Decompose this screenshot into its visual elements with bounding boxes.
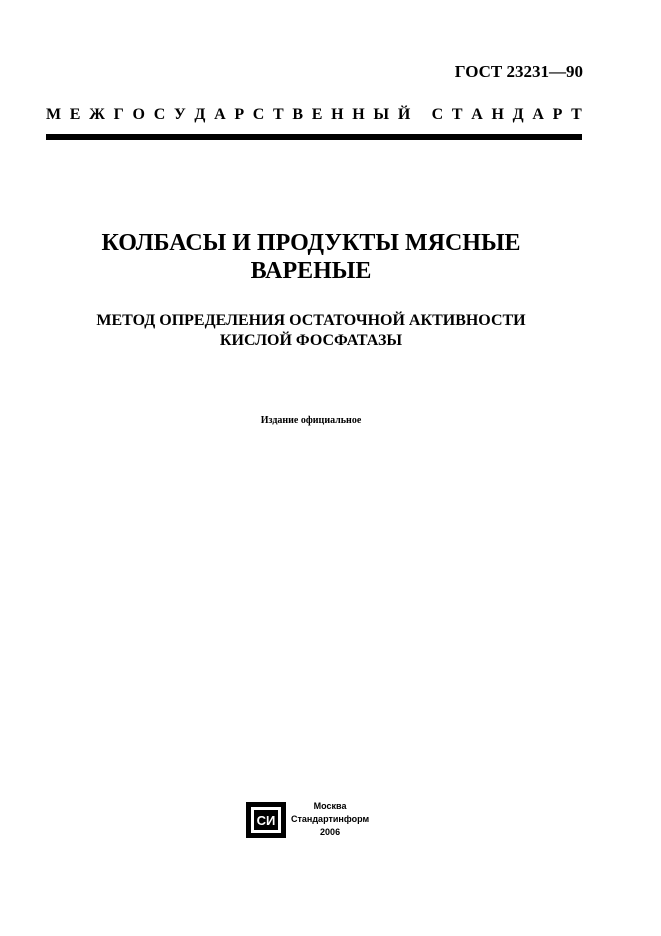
title-line: КОЛБАСЫ И ПРОДУКТЫ МЯСНЫЕ [101, 230, 521, 256]
header-letter: В [292, 106, 304, 123]
header-letter: С [252, 106, 265, 123]
logo-text: СИ [256, 812, 276, 828]
header-letter: А [471, 106, 483, 123]
header-letter: Ы [373, 106, 390, 123]
document-subtitle [0, 311, 622, 351]
header-letter: Р [552, 106, 563, 123]
title-line: ВАРЕНЫЕ [250, 258, 372, 284]
header-letter: Г [113, 106, 124, 123]
header-word-gap [419, 106, 423, 124]
header-letter: Р [234, 106, 245, 123]
document-title [0, 229, 622, 285]
publisher-name: Стандартинформ [291, 814, 370, 824]
gost-number: ГОСТ 23231—90 [454, 62, 583, 81]
publisher-logo-icon [245, 801, 287, 839]
standard-header [46, 106, 582, 124]
header-letter: С [153, 106, 166, 123]
header-letter: Т [571, 106, 582, 123]
header-letter: Д [194, 106, 206, 123]
header-letter: У [173, 106, 186, 123]
header-letter: А [214, 106, 226, 123]
header-letter: Н [491, 106, 504, 123]
subtitle-line: МЕТОД ОПРЕДЕЛЕНИЯ ОСТАТОЧНОЙ АКТИВНОСТИ [96, 312, 526, 329]
header-letter: Н [352, 106, 365, 123]
header-letter: Й [397, 106, 411, 123]
header-letter: Д [512, 106, 524, 123]
header-letter: Е [311, 106, 323, 123]
header-letter: А [532, 106, 544, 123]
edition-note: Издание официальное [260, 415, 362, 426]
publisher-city: Москва [313, 801, 347, 811]
header-letter: М [46, 106, 62, 123]
publisher-year: 2006 [320, 827, 341, 837]
header-letter: Т [273, 106, 284, 123]
header-rule [46, 134, 582, 140]
header-letter: Н [331, 106, 344, 123]
subtitle-line: КИСЛОЙ ФОСФАТАЗЫ [219, 332, 403, 349]
publisher-text [291, 800, 369, 839]
header-letter: Е [69, 106, 81, 123]
header-letter: С [431, 106, 444, 123]
header-letter: О [132, 106, 145, 123]
header-letter: Ж [89, 106, 105, 123]
publisher-block [245, 800, 369, 839]
header-letter: Т [451, 106, 463, 123]
